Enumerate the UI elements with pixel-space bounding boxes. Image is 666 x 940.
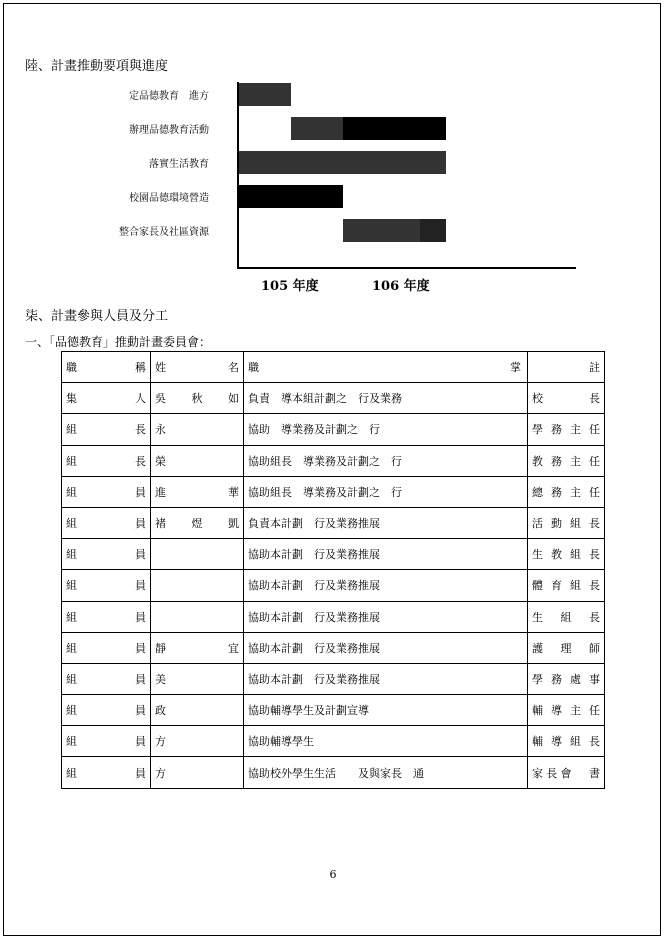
header-name: 姓名 xyxy=(151,352,244,383)
gantt-task-label: 定品德教育 進方 xyxy=(129,91,209,102)
note-cell: 體育組長 xyxy=(528,570,605,601)
role-cell: 組員 xyxy=(62,570,151,601)
note-cell: 輔導主任 xyxy=(528,695,605,726)
table-row xyxy=(62,414,605,445)
duty-cell: 協助組長 導業務及計劃之 行 xyxy=(244,445,528,476)
name-cell xyxy=(151,570,244,601)
role-cell: 組員 xyxy=(62,507,151,538)
table-row xyxy=(62,570,605,601)
name-cell: 方 xyxy=(151,757,244,788)
name-cell: 方 xyxy=(151,726,244,757)
header-duty-left: 職 xyxy=(248,361,259,375)
gantt-task-label: 落實生活教育 xyxy=(149,159,209,170)
role-cell: 組員 xyxy=(62,539,151,570)
duty-cell: 協助組長 導業務及計劃之 行 xyxy=(244,476,528,507)
role-cell: 組員 xyxy=(62,663,151,694)
header-title: 職稱 xyxy=(62,352,151,383)
gantt-bar xyxy=(343,219,421,242)
table-row xyxy=(62,632,605,663)
duty-cell: 協助校外學生生活 及與家長 通 xyxy=(244,757,528,788)
name-cell: 永 xyxy=(151,414,244,445)
role-cell: 組員 xyxy=(62,757,151,788)
table-row xyxy=(62,726,605,757)
gantt-bar xyxy=(239,185,343,208)
gantt-bar xyxy=(420,219,446,242)
role-cell: 組員 xyxy=(62,476,151,507)
role-cell: 組員 xyxy=(62,726,151,757)
note-cell: 家長會 書 xyxy=(528,757,605,788)
name-cell: 靜宜 xyxy=(151,632,244,663)
name-cell: 政 xyxy=(151,695,244,726)
duty-cell: 協助輔導學生及計劃宣導 xyxy=(244,695,528,726)
section7-title: 柒、計畫參與人員及分工 xyxy=(25,309,169,324)
note-cell: 教務主任 xyxy=(528,445,605,476)
gantt-bar xyxy=(291,117,343,140)
name-cell xyxy=(151,539,244,570)
duty-cell: 負責本計劃 行及業務推展 xyxy=(244,507,528,538)
table-row xyxy=(62,445,605,476)
gantt-bar xyxy=(343,117,447,140)
duty-cell: 協助本計劃 行及業務推展 xyxy=(244,632,528,663)
table-header-row xyxy=(62,352,605,383)
table-row xyxy=(62,695,605,726)
subsection-title: 一、「品德教育」推動計畫委員會： xyxy=(25,335,212,349)
axis-label-106: 106 年度 xyxy=(372,279,430,294)
note-cell: 護理師 xyxy=(528,632,605,663)
name-cell: 美 xyxy=(151,663,244,694)
gantt-task-label: 辦理品德教育活動 xyxy=(129,125,209,136)
table-row xyxy=(62,757,605,788)
duty-cell: 協助本計劃 行及業務推展 xyxy=(244,539,528,570)
role-cell: 組員 xyxy=(62,695,151,726)
gantt-bar xyxy=(239,83,291,106)
duty-cell: 負責 導本組計劃之 行及業務 xyxy=(244,383,528,414)
axis-label-105: 105 年度 xyxy=(261,279,319,294)
gantt-y-axis xyxy=(237,82,239,268)
note-cell: 學務處事 xyxy=(528,663,605,694)
role-cell: 組員 xyxy=(62,601,151,632)
table-row xyxy=(62,601,605,632)
note-cell: 生組長 xyxy=(528,601,605,632)
name-cell: 褚煜凱 xyxy=(151,507,244,538)
role-cell: 組長 xyxy=(62,445,151,476)
note-cell: 輔導組長 xyxy=(528,726,605,757)
note-cell: 學務主任 xyxy=(528,414,605,445)
section6-title: 陸、計畫推動要項與進度 xyxy=(25,59,169,74)
duty-cell: 協助本計劃 行及業務推展 xyxy=(244,601,528,632)
table-row xyxy=(62,507,605,538)
name-cell: 吳秋如 xyxy=(151,383,244,414)
committee-table xyxy=(61,351,605,789)
role-cell: 集人 xyxy=(62,383,151,414)
gantt-x-axis xyxy=(237,267,576,269)
duty-cell: 協助輔導學生 xyxy=(244,726,528,757)
name-cell: 進華 xyxy=(151,476,244,507)
role-cell: 組員 xyxy=(62,632,151,663)
table-row xyxy=(62,476,605,507)
duty-cell: 協助本計劃 行及業務推展 xyxy=(244,570,528,601)
note-cell: 總務主任 xyxy=(528,476,605,507)
note-cell: 生教組長 xyxy=(528,539,605,570)
gantt-bar xyxy=(239,151,446,174)
table-row xyxy=(62,539,605,570)
page-number: 6 xyxy=(329,868,337,881)
duty-cell: 協助本計劃 行及業務推展 xyxy=(244,663,528,694)
header-note: 註 xyxy=(528,352,605,383)
name-cell: 榮 xyxy=(151,445,244,476)
role-cell: 組長 xyxy=(62,414,151,445)
header-duty xyxy=(244,352,528,383)
note-cell: 活動組長 xyxy=(528,507,605,538)
header-duty-right: 掌 xyxy=(510,361,521,375)
table-row xyxy=(62,663,605,694)
gantt-task-label: 整合家長及社區資源 xyxy=(119,227,209,238)
note-cell: 校長 xyxy=(528,383,605,414)
gantt-task-label: 校園品德環境營造 xyxy=(129,193,209,204)
duty-cell: 協助 導業務及計劃之 行 xyxy=(244,414,528,445)
name-cell xyxy=(151,601,244,632)
table-row xyxy=(62,383,605,414)
